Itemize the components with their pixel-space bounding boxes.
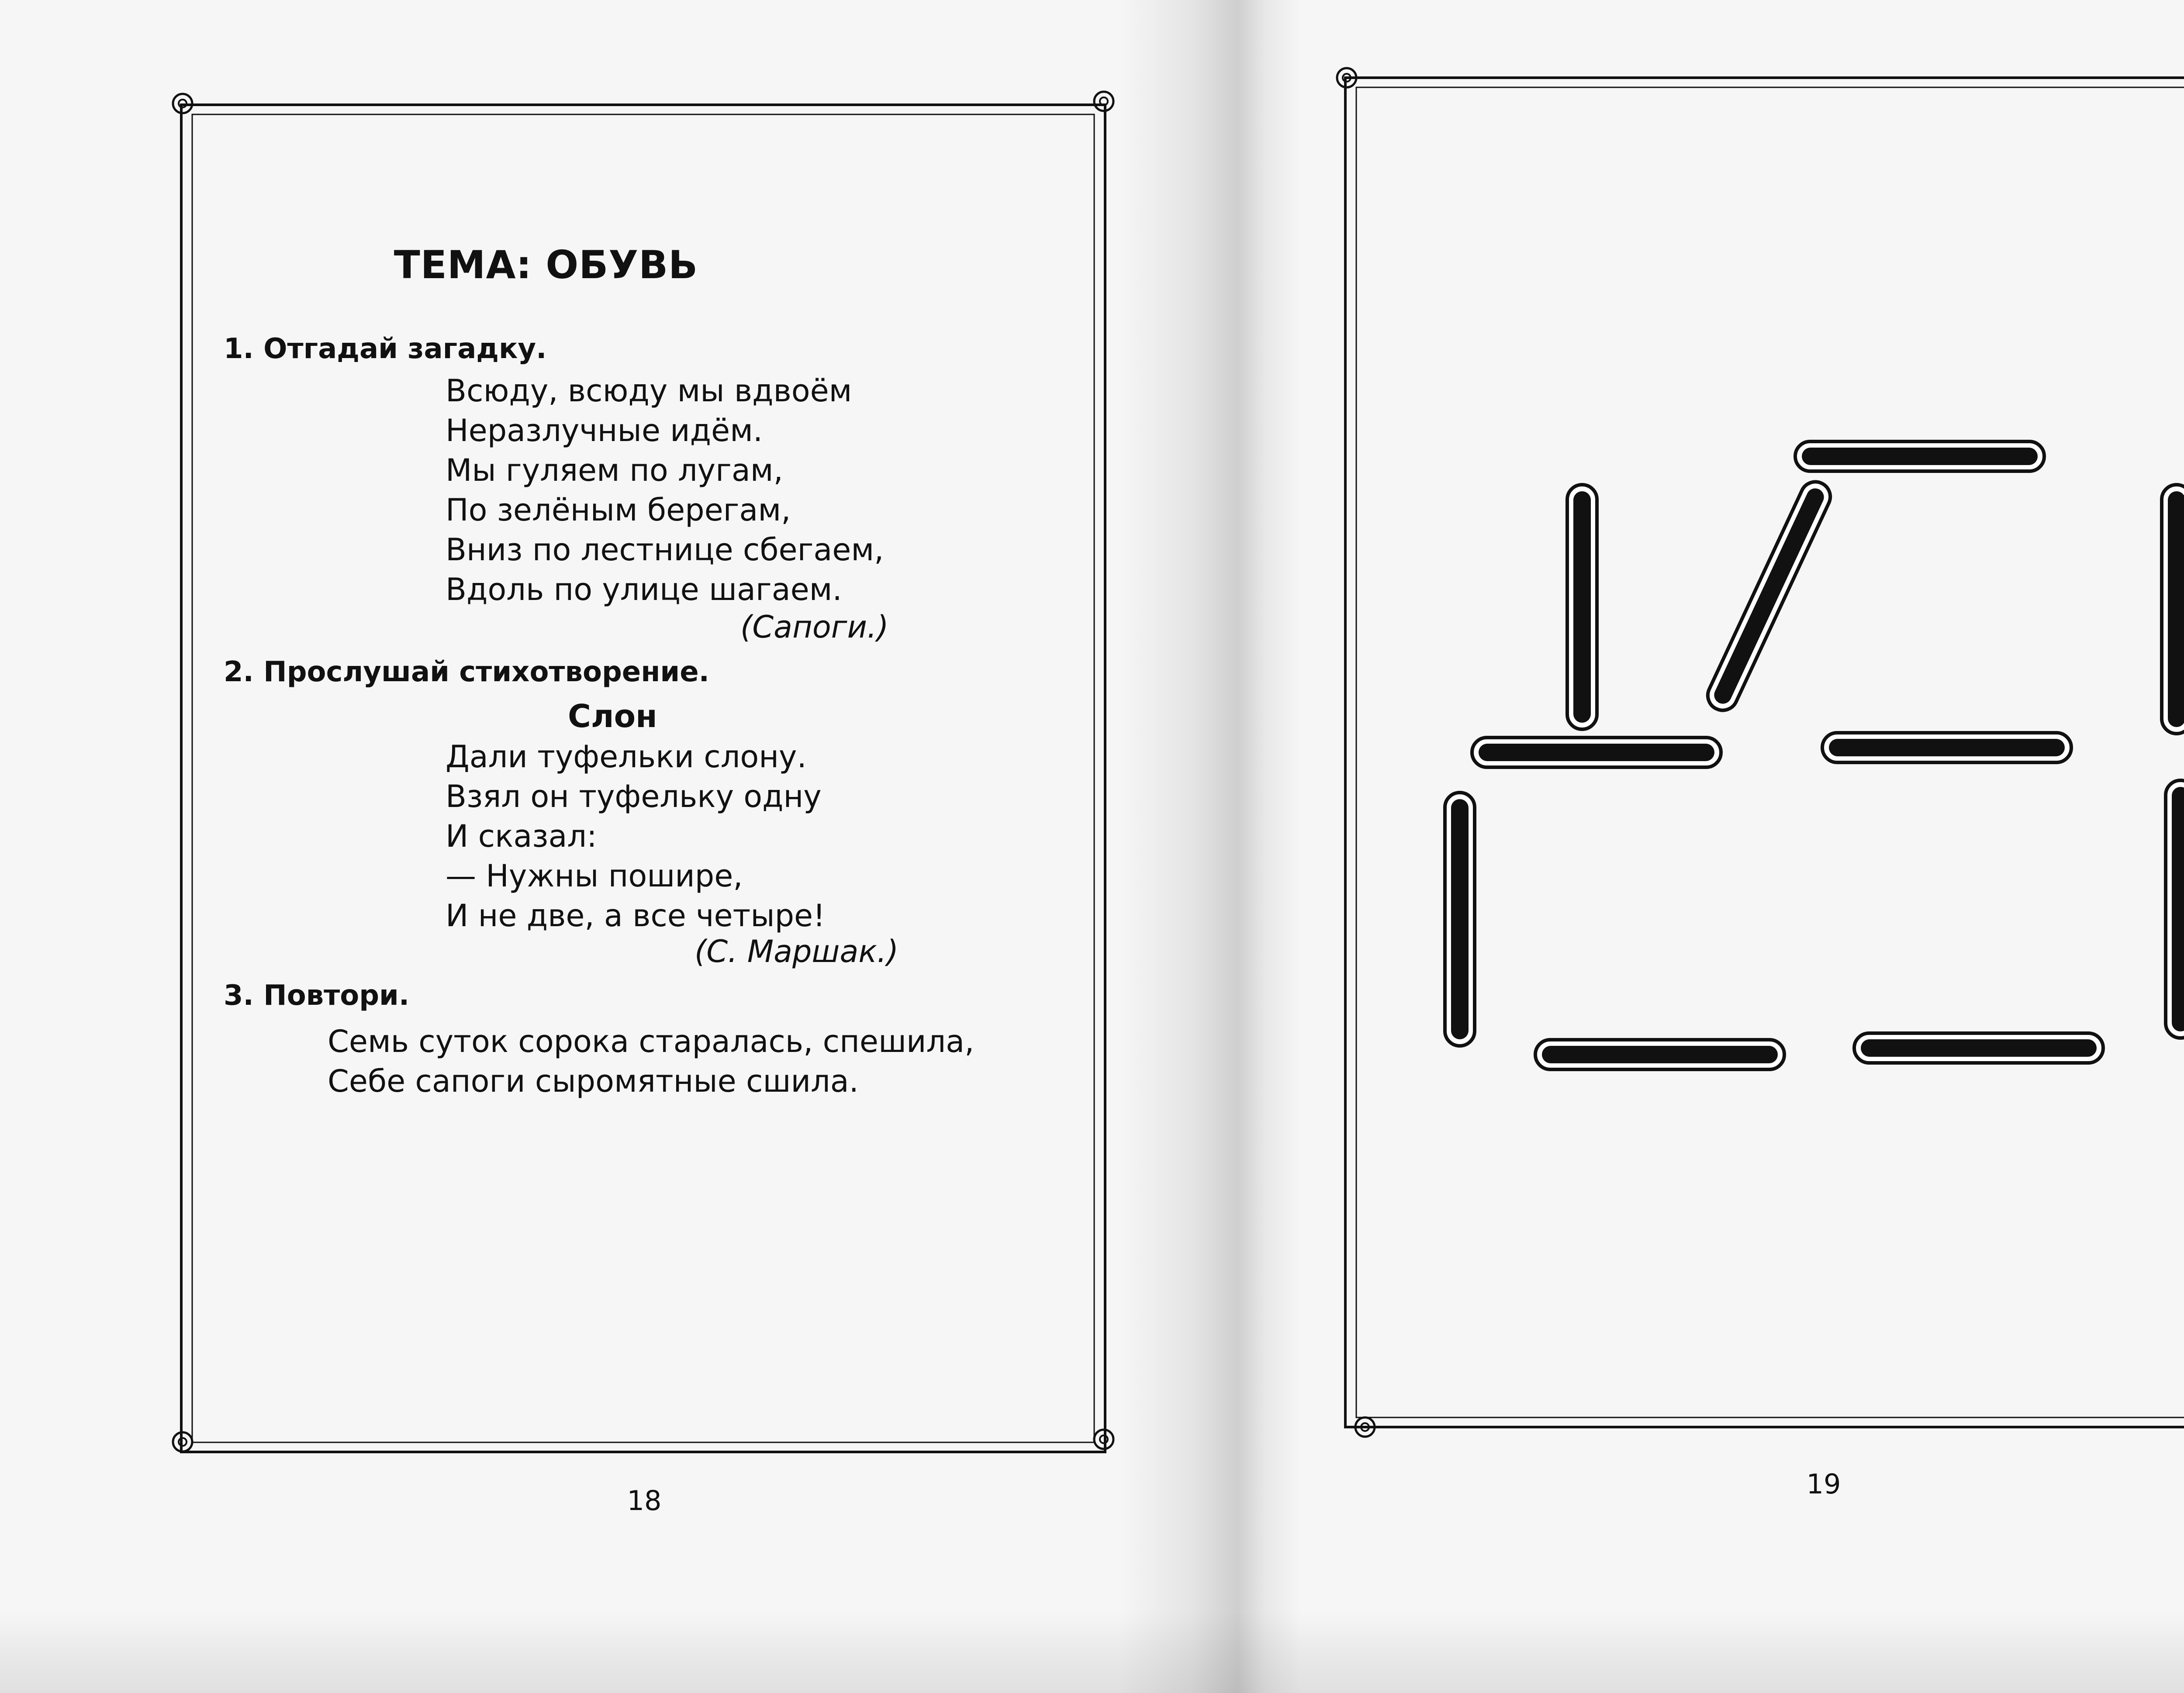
tongue-twister-line: Семь суток сорока старалась, спешила, — [328, 1024, 975, 1059]
task-2-heading: 2. Прослушай стихотворение. — [224, 656, 709, 688]
riddle-line: Всюду, всюду мы вдвоём — [446, 373, 852, 409]
matchstick-right-upper — [2162, 485, 2184, 734]
right-page — [1223, 0, 2184, 1693]
task-3-heading: 3. Повтори. — [224, 979, 410, 1012]
matchstick-bottom-right — [1854, 1033, 2103, 1063]
matchstick-right-lower — [2166, 780, 2184, 1038]
matchstick-group — [1445, 441, 2184, 1069]
matchstick-bottom-left — [1535, 1040, 1784, 1069]
tongue-twister-line: Себе сапоги сыромятные сшила. — [328, 1063, 859, 1099]
riddle-line: Вдоль по улице шагаем. — [446, 572, 842, 607]
tongue-twister-verse — [328, 1022, 974, 1101]
poem-line: И не две, а все четыре! — [446, 898, 826, 934]
task-1-heading: 1. Отгадай загадку. — [224, 333, 547, 365]
page-number-left: 18 — [627, 1485, 662, 1517]
riddle-verse — [446, 371, 884, 610]
page-number-right: 19 — [1806, 1468, 1841, 1500]
poem-line: Дали туфельки слону. — [446, 739, 807, 775]
poem-author: (С. Маршак.) — [695, 934, 899, 969]
riddle-line: Вниз по лестнице сбегаем, — [446, 532, 884, 568]
matchstick-middle-left — [1472, 738, 1721, 767]
poem-title: Слон — [568, 698, 657, 734]
left-page-content — [175, 0, 1005, 1528]
poem-line: — Нужны пошире, — [446, 858, 743, 894]
matchstick-left-upper — [1567, 485, 1597, 729]
theme-title: ТЕМА: ОБУВЬ — [394, 242, 698, 287]
poem-verse — [446, 737, 825, 936]
matchstick-middle-right — [1822, 733, 2071, 762]
riddle-answer: (Сапоги.) — [740, 609, 889, 645]
matchstick-diagonal — [1703, 477, 1835, 715]
poem-line: И сказал: — [446, 818, 597, 854]
riddle-line: Мы гуляем по лугам, — [446, 452, 783, 488]
riddle-line: Неразлучные идём. — [446, 413, 763, 448]
poem-line: Взял он туфельку одну — [446, 779, 822, 814]
matchstick-left-lower — [1445, 793, 1475, 1046]
riddle-line: По зелёным берегам, — [446, 492, 791, 528]
matchstick-top — [1795, 441, 2044, 471]
matchstick-puzzle — [1223, 0, 2184, 1528]
